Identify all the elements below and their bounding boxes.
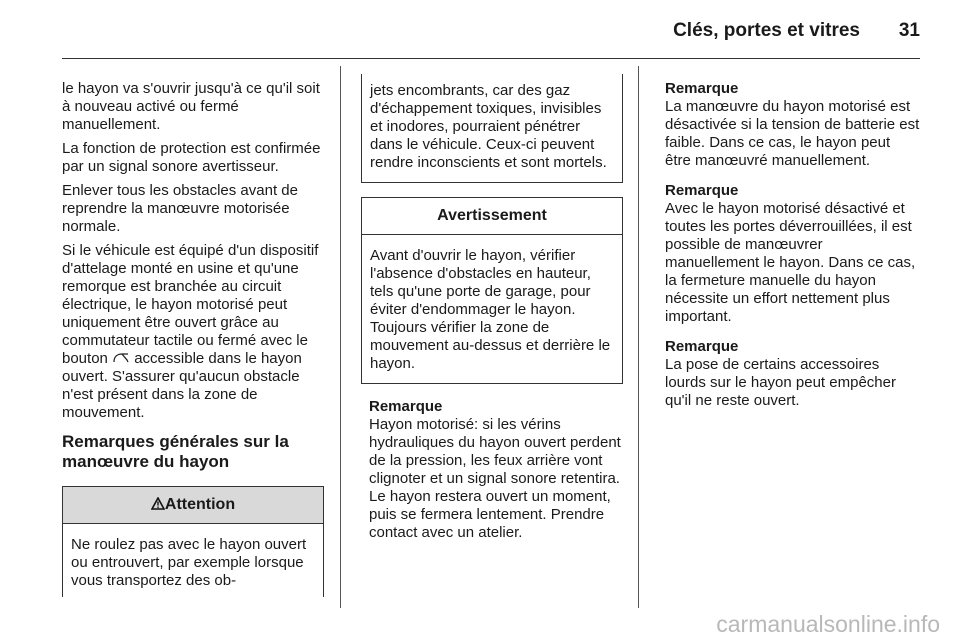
column-left <box>62 80 324 597</box>
note <box>665 80 920 170</box>
paragraph-text: accessible dans le hayon ouvert. S'assurer qu'aucun obstacle n'est présent dans la zone de mouvement. <box>62 350 302 421</box>
note-text: La pose de certains accessoires lourds sur le hayon peut empêcher qu'il ne reste ouvert. <box>665 356 896 409</box>
note <box>361 398 623 542</box>
paragraph: Enlever tous les obstacles avant de reprendre la manœuvre motorisée normale. <box>62 182 298 235</box>
watermark: carmanualsonline.info <box>716 611 940 637</box>
attention-text: Ne roulez pas avec le hayon ouvert ou entrouvert, par exemple lorsque vous transportez des ob- <box>71 536 307 589</box>
paragraph: La fonction de protection est confirmée par un signal sonore avertisseur. <box>62 140 321 175</box>
attention-box-continued: jets encombrants, car des gaz d'échappement toxiques, invisibles et inodores, pourraient pénétrer dans le véhicule. Ceux-ci peuvent rendre inconscients et sont mortels. <box>361 74 623 183</box>
note-label: Remarque <box>665 80 739 97</box>
note-text: La manœuvre du hayon motorisé est désactivée si la tension de batterie est faible. Dans ce cas, le hayon peut être manœuvré manuellement. <box>665 98 920 169</box>
warning-box <box>361 197 623 384</box>
section-heading: Remarques générales sur la manœuvre du hayon <box>62 432 289 471</box>
page-header <box>62 18 920 59</box>
note-label: Remarque <box>369 398 443 415</box>
note-label: Remarque <box>665 182 739 199</box>
note-text: Hayon motorisé: si les vérins hydrauliques du hayon ouvert perdent de la pression, les feux arrière vont clignoter et un signal sonore retentira. Le hayon restera ouvert un moment, puis se fermera lentement. Prendre contact avec un atelier. <box>369 416 621 541</box>
page-number: 31 <box>898 20 920 41</box>
warning-text: Avant d'ouvrir le hayon, vérifier l'absence d'obstacles en hauteur, tels qu'une porte de garage, pour éviter d'endommager le hayon. Toujours vérifier la zone de mouvement au-dessus et derrière le hayon. <box>370 247 611 372</box>
warning-title: Avertissement <box>362 198 622 235</box>
paragraph-text: Si le véhicule est équipé d'un dispositif d'attelage monté en usine et qu'une remorque est branchée au circuit électrique, le hayon motorisé peut uniquement être ouvert grâce au commutateur tactile ou fermé avec le bouton <box>62 242 319 367</box>
note-label: Remarque <box>665 338 739 355</box>
column-middle <box>361 74 623 554</box>
column-divider <box>638 66 639 608</box>
tailgate-key-icon <box>112 351 130 363</box>
note <box>665 182 920 326</box>
chapter-title: Clés, portes et vitres <box>673 20 860 41</box>
attention-box <box>62 486 324 597</box>
note-text: Avec le hayon motorisé désactivé et toutes les portes déverrouillées, il est possible de manœuvrer manuellement le hayon. Dans ce cas, la fermeture manuelle du hayon nécessite un effort nettement plus important. <box>665 200 916 325</box>
note <box>665 338 920 410</box>
paragraph <box>62 242 324 422</box>
warning-triangle-icon <box>151 496 165 513</box>
attention-header <box>63 487 323 524</box>
attention-title: Attention <box>164 496 236 513</box>
paragraph: le hayon va s'ouvrir jusqu'à ce qu'il soit à nouveau activé ou fermé manuellement. <box>62 80 320 133</box>
column-divider <box>340 66 341 608</box>
column-right <box>665 80 920 422</box>
